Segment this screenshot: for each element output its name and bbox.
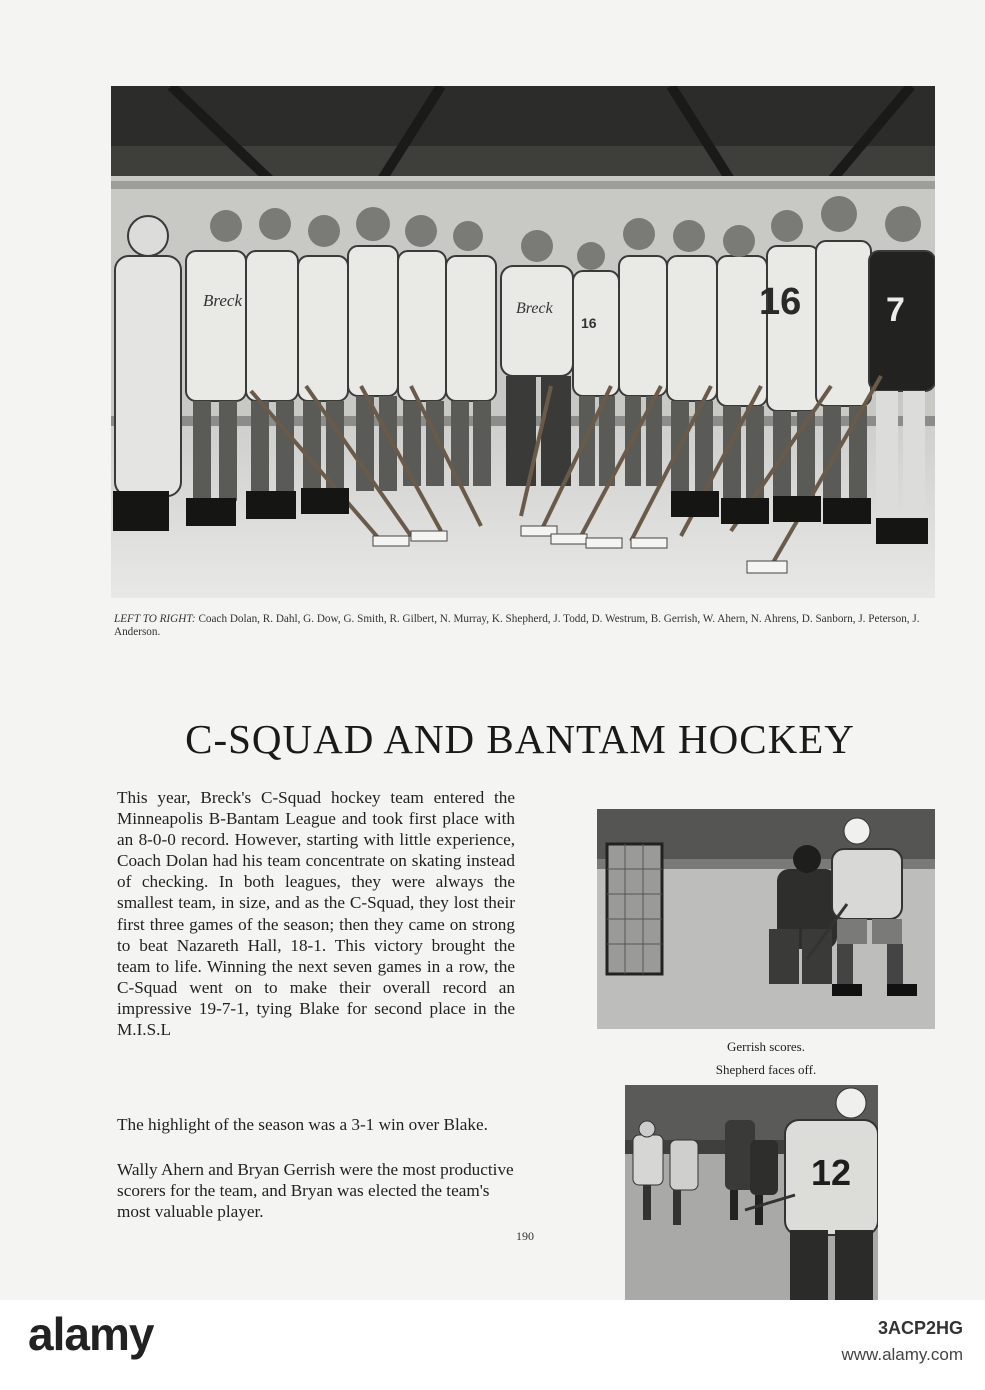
jersey-text: Breck <box>203 291 243 310</box>
watermark-logo: alamy <box>28 1308 154 1360</box>
shepherd-faces-off-photo <box>625 1085 878 1300</box>
jersey-text: Breck <box>516 300 553 317</box>
shepherd-photo-illustration <box>625 1085 878 1300</box>
watermark-site: www.alamy.com <box>841 1345 963 1364</box>
page-heading: C-SQUAD AND BANTAM HOCKEY <box>185 716 855 762</box>
caption-label: LEFT TO RIGHT: <box>114 613 196 625</box>
body-paragraph: Wally Ahern and Bryan Gerrish were the most productive scorers for the team, and Bryan was elected the team's most valuable player. <box>117 1160 514 1222</box>
caption-names: Coach Dolan, R. Dahl, G. Dow, G. Smith, R. Gilbert, N. Murray, K. Shepherd, J. Todd, D. Westrum, B. Gerrish, W. Ahern, N. Ahrens, D. Sanborn, J. Peterson, J. Anderson. <box>114 613 920 638</box>
gerrish-photo-illustration <box>597 809 935 1029</box>
body-paragraph: This year, Breck's C-Squad hockey team entered the Minneapolis B-Bantam League and took first place with an 8-0-0 record. However, starting with little experience, Coach Dolan had his team concentrate on skating instead of checking. In both leagues, they were always the smallest team, in size, and as the C-Squad, they lost their first three games of the season; then they came on strong to beat Nazareth Hall, 18-1. This victory brought the team to life. Winning the next seven games in a row, the C-Squad went on to make their overall record an impressive 19-7-1, tying Blake for second place in the M.I.S.L <box>117 788 515 1040</box>
gerrish-photo-caption: Gerrish scores. <box>727 1039 805 1054</box>
jersey-number: 12 <box>811 1152 852 1193</box>
body-paragraph: The highlight of the season was a 3-1 win over Blake. <box>117 1115 488 1134</box>
page-number: 190 <box>516 1229 534 1243</box>
jersey-number: 7 <box>886 291 905 329</box>
jersey-number: 16 <box>759 281 802 323</box>
jersey-number: 16 <box>581 315 597 331</box>
team-photo-illustration <box>111 86 935 598</box>
shepherd-photo-caption: Shepherd faces off. <box>715 1062 817 1077</box>
team-photo <box>111 86 935 598</box>
gerrish-scores-photo <box>597 809 935 1029</box>
watermark-image-id: 3ACP2HG <box>877 1318 963 1338</box>
team-photo-caption <box>114 613 944 639</box>
